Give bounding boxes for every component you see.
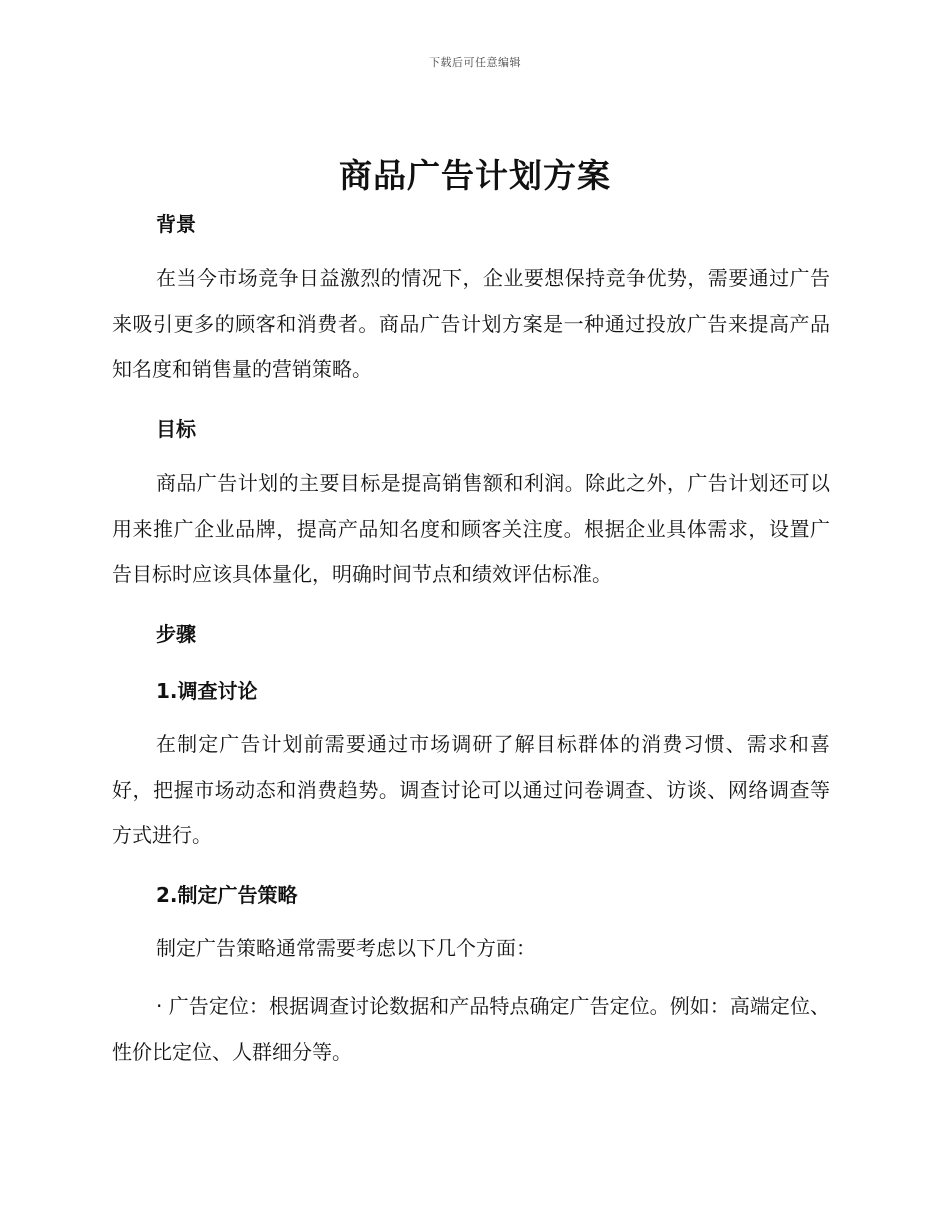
step-heading-research: 1.调查讨论 — [156, 679, 258, 703]
paragraph-background: 在当今市场竞争日益激烈的情况下，企业要想保持竞争优势，需要通过广告来吸引更多的顾客和消费者。商品广告计划方案是一种通过投放广告来提高产品知名度和销售量的营销策略。 — [112, 266, 830, 381]
bullet-ad-positioning: · 广告定位：根据调查讨论数据和产品特点确定广告定位。例如：高端定位、性价比定位、人群细分等。 — [112, 994, 830, 1064]
paragraph-goal: 商品广告计划的主要目标是提高销售额和利润。除此之外，广告计划还可以用来推广企业品牌，提高产品知名度和顾客关注度。根据企业具体需求，设置广告目标时应该具体量化，明确时间节点和绩效评估标准。 — [112, 471, 830, 586]
paragraph-strategy-intro: 制定广告策略通常需要考虑以下几个方面： — [156, 936, 536, 960]
section-heading-steps: 步骤 — [156, 622, 196, 646]
document-title: 商品广告计划方案 — [339, 156, 611, 195]
section-heading-background: 背景 — [156, 212, 196, 236]
header-note: 下载后可任意编辑 — [429, 56, 521, 69]
section-heading-goal: 目标 — [156, 417, 196, 441]
step-heading-strategy: 2.制定广告策略 — [156, 883, 298, 907]
paragraph-research: 在制定广告计划前需要通过市场调研了解目标群体的消费习惯、需求和喜好，把握市场动态和消费趋势。调查讨论可以通过问卷调查、访谈、网络调查等方式进行。 — [112, 732, 830, 847]
